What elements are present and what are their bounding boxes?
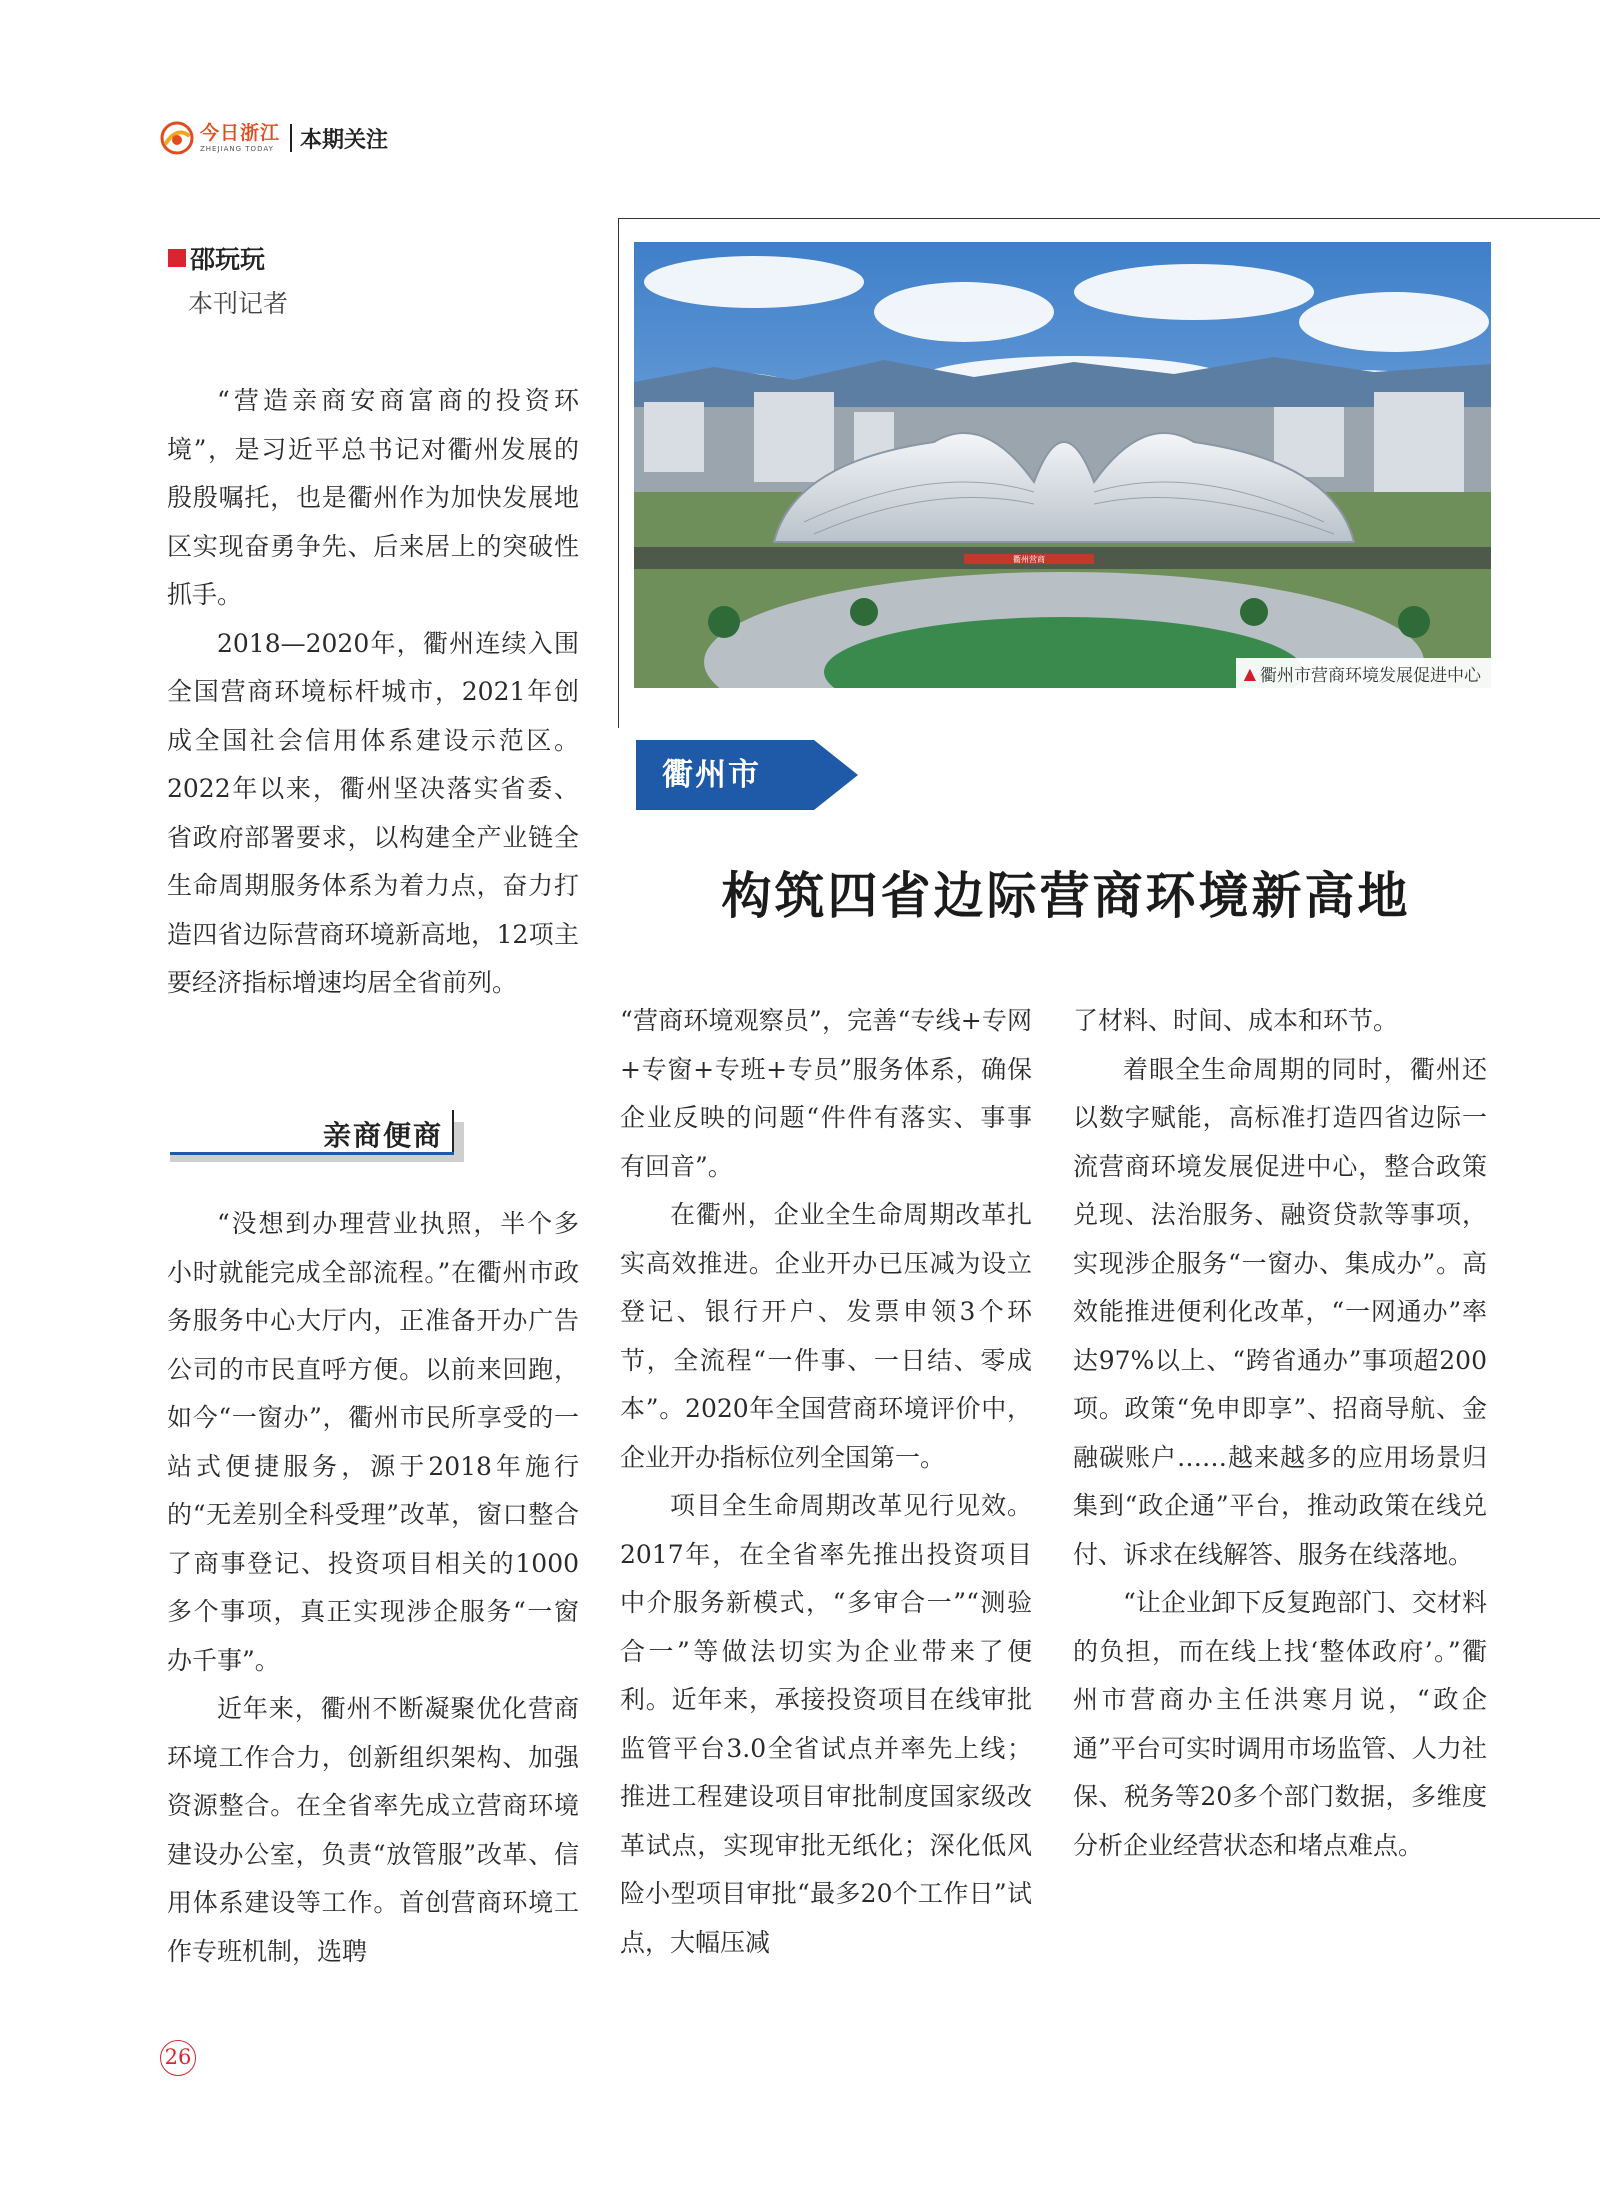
byline (168, 242, 288, 320)
paragraph: 项目全生命周期改革见行见效。2017年，在全省率先推出投资项目中介服务新模式，“多审合一”“测验合一”等做法切实为企业带来了便利。近年来，承接投资项目在线审批监管平台3.0全省试点并率先上线；推进工程建设项目审批制度国家级改革试点，实现审批无纸化；深化低风险小型项目审批“最多20个工作日”试点，大幅压减 (620, 1491, 1032, 1957)
column-2 (620, 997, 1032, 1967)
frame-line-top (618, 218, 1600, 219)
roof-sign: 衢州营商 (1013, 555, 1045, 564)
photo-caption (1236, 658, 1491, 688)
paragraph: “营造亲商安商富商的投资环境”，是习近平总书记对衢州发展的殷殷嘱托，也是衢州作为加快发展地区实现奋勇争先、后来居上的突破性抓手。 (167, 386, 579, 609)
author-name: 邵玩玩 (190, 245, 266, 274)
logo-wordmark (200, 121, 281, 153)
paragraph: 2018—2020年，衢州连续入围全国营商环境标杆城市，2021年创成全国社会信用体系建设示范区。2022年以来，衢州坚决落实省委、省政府部署要求，以构建全产业链全生命周期服务体系为着力点，奋力打造四省边际营商环境新高地，12项主要经济指标增速均居全省前列。 (167, 628, 579, 997)
city-banner-text: 衢州市 (662, 757, 761, 793)
subhead (170, 1110, 465, 1162)
author-marker (168, 249, 186, 267)
column-1-body (167, 1200, 579, 1976)
paragraph: 着眼全生命周期的同时，衢州还以数字赋能，高标准打造四省边际一流营商环境发展促进中心，整合政策兑现、法治服务、融资贷款等事项，实现涉企服务“一窗办、集成办”。高效能推进便利化改革，“一网通办”率达97%以上、“跨省通办”事项超200项。政策“免申即享”、招商导航、金融碳账户……越来越多的应用场景归集到“政企通”平台，推动政策在线兑付、诉求在线解答、服务在线落地。 (1073, 1054, 1487, 1569)
paragraph: “没想到办理营业执照，半个多小时就能完成全部流程。”在衢州市政务服务中心大厅内，正准备开办广告公司的市民直呼方便。以前来回跑，如今“一窗办”，衢州市民所享受的一站式便捷服务，源于2018年施行的“无差别全科受理”改革，窗口整合了商事登记、投资项目相关的1000多个事项，真正实现涉企服务“一窗办千事”。 (167, 1209, 579, 1675)
feature-photo (634, 242, 1491, 688)
logo-chinese: 今日浙江 (200, 121, 281, 144)
page-number: 26 (160, 2040, 196, 2076)
city-banner (636, 740, 858, 810)
photo-illustration (634, 242, 1491, 688)
paragraph: 了材料、时间、成本和环节。 (1073, 1006, 1399, 1035)
column-1-intro (167, 377, 579, 1008)
paragraph: “让企业卸下反复跑部门、交材料的负担，而在线上找‘整体政府’。”衢州市营商办主任洪寒月说，“政企通”平台可实时调用市场监管、人力社保、税务等20多个部门数据，多维度分析企业经营状态和堵点难点。 (1073, 1588, 1487, 1860)
header-divider (290, 124, 292, 152)
subhead-text: 亲商便商 (322, 1119, 443, 1152)
author-role: 本刊记者 (188, 289, 289, 318)
article-headline: 构筑四省边际营商环境新高地 (721, 866, 1411, 925)
paragraph: “营商环境观察员”，完善“专线+专网+专窗+专班+专员”服务体系，确保企业反映的问题“件件有落实、事事有回音”。 (620, 1006, 1032, 1181)
photo-caption-text: 衢州市营商环境发展促进中心 (1260, 665, 1481, 686)
logo-english: ZHEJIANG TODAY (200, 144, 274, 153)
logo-icon (160, 121, 194, 155)
frame-line-left (618, 218, 619, 728)
section-title: 本期关注 (300, 127, 389, 153)
triangle-icon: ▲ (1243, 663, 1256, 683)
paragraph: 近年来，衢州不断凝聚优化营商环境工作合力，创新组织架构、加强资源整合。在全省率先成立营商环境建设办公室，负责“放管服”改革、信用体系建设等工作。首创营商环境工作专班机制，选聘 (167, 1694, 579, 1966)
masthead (160, 118, 388, 158)
paragraph: 在衢州，企业全生命周期改革扎实高效推进。企业开办已压减为设立登记、银行开户、发票申领3个环节，全流程“一件事、一日结、零成本”。2020年全国营商环境评价中，企业开办指标位列全国第一。 (620, 1200, 1032, 1472)
column-3 (1073, 997, 1487, 1870)
